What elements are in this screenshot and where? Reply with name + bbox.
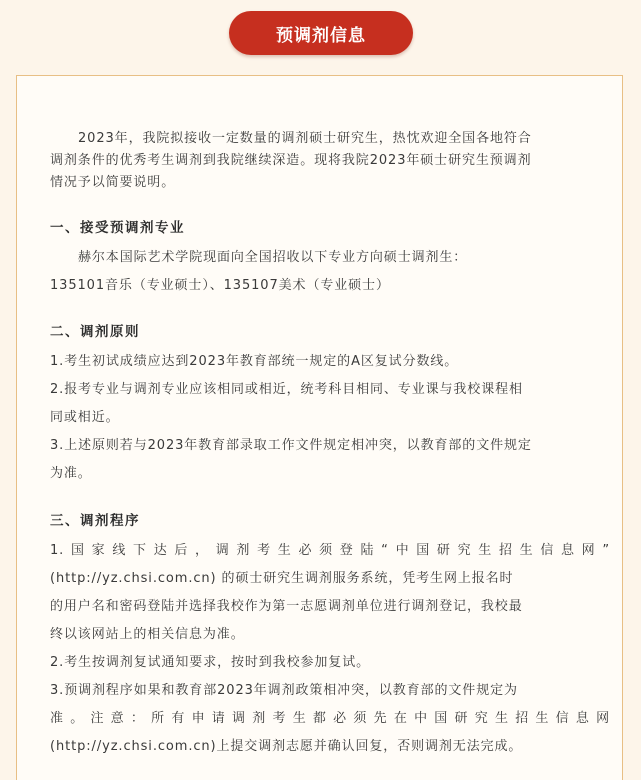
procedure-item: 2.考生按调剂复试通知要求，按时到我校参加复试。 (50, 655, 371, 670)
principle-item-continued: 同或相近。 (50, 410, 120, 425)
intro-paragraph-line: 情况予以简要说明。 (50, 175, 176, 190)
procedure-item-continued: (http://yz.chsi.com.cn) 的硕士研究生调剂服务系统，凭考生网上报名时 (50, 571, 514, 586)
intro-paragraph-line: 调剂条件的优秀考生调剂到我院继续深造。现将我院2023年硕士研究生预调剂 (50, 153, 532, 168)
majors-list-line: 135101音乐（专业硕士）、135107美术（专业硕士） (50, 278, 390, 293)
principle-item: 2.报考专业与调剂专业应该相同或相近，统考科目相同、专业课与我校课程相 (50, 382, 523, 397)
procedure-item-continued: 终以该网站上的相关信息为准。 (50, 627, 245, 642)
principle-item: 3.上述原则若与2023年教育部录取工作文件规定相冲突，以教育部的文件规定 (50, 438, 532, 453)
section-heading-procedure: 三、调剂程序 (50, 513, 140, 529)
procedure-item-continued: (http://yz.chsi.com.cn)上提交调剂志愿并确认回复，否则调剂无法完成。 (50, 739, 523, 754)
content-frame (16, 75, 623, 780)
procedure-item: 1.国家线下达后，调剂考生必须登陆“中国研究生招生信息网” (50, 543, 610, 558)
principle-item: 1.考生初试成绩应达到2023年教育部统一规定的A区复试分数线。 (50, 354, 459, 369)
section-title-badge (229, 11, 413, 55)
section-heading-majors: 一、接受预调剂专业 (50, 220, 185, 236)
procedure-item-continued: 准。注意：所有申请调剂考生都必须先在中国研究生招生信息网 (50, 711, 610, 726)
majors-paragraph-line: 赫尔本国际艺术学院现面向全国招收以下专业方向硕士调剂生： (78, 250, 468, 265)
procedure-item-continued: 的用户名和密码登陆并选择我校作为第一志愿调剂单位进行调剂登记，我校最 (50, 599, 523, 614)
principle-item-continued: 为准。 (50, 466, 92, 481)
section-title: 预调剂信息 (276, 25, 366, 46)
intro-paragraph-line: 2023年，我院拟接收一定数量的调剂硕士研究生，热忱欢迎全国各地符合 (78, 131, 532, 146)
section-heading-principles: 二、调剂原则 (50, 324, 140, 340)
procedure-item: 3.预调剂程序如果和教育部2023年调剂政策相冲突，以教育部的文件规定为 (50, 683, 518, 698)
